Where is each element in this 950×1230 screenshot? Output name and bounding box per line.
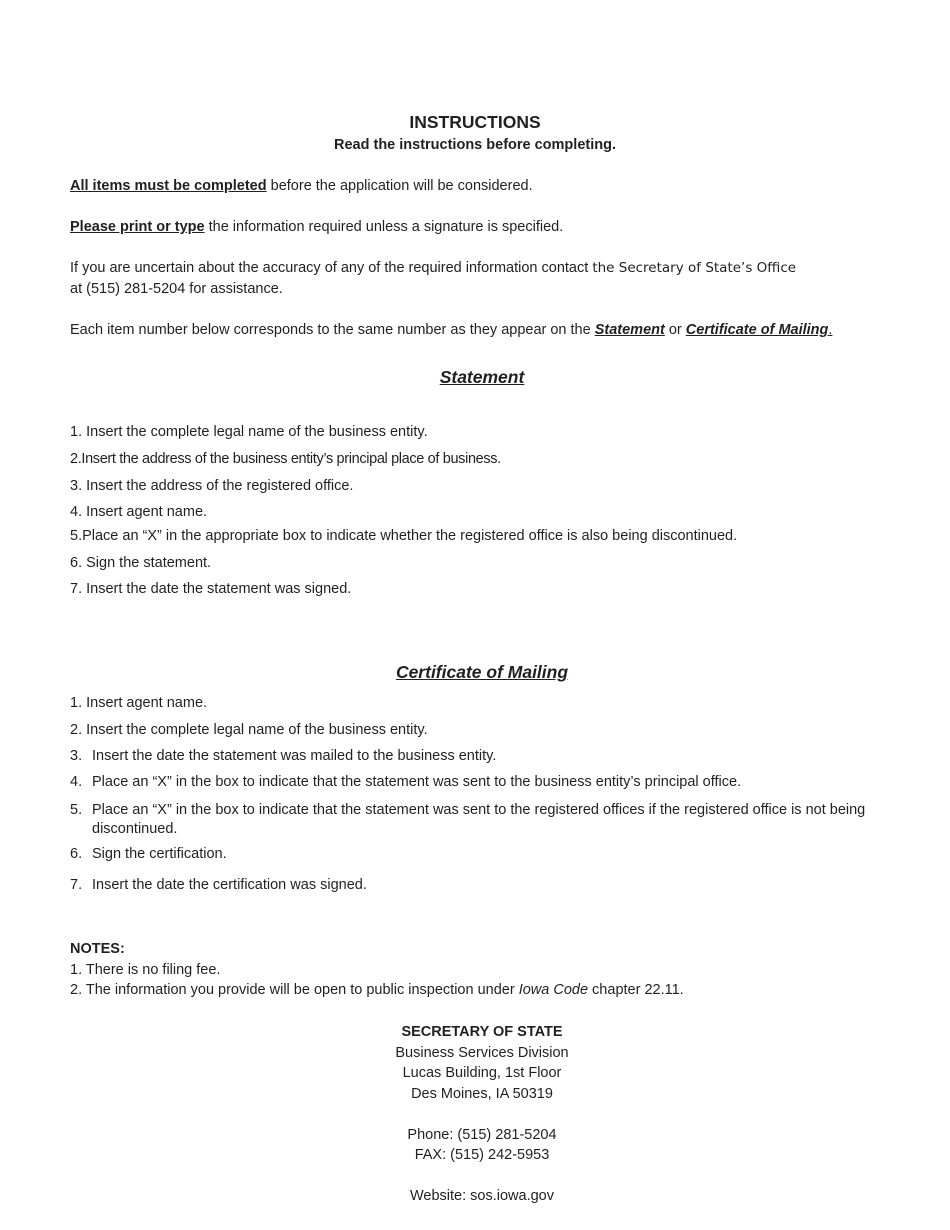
statement-heading: Statement	[439, 367, 525, 387]
statement-item	[70, 581, 351, 597]
item-text: Place an “X” in the box to indicate that the statement was sent to the registered offices if the registered office is not being discontinued.	[92, 802, 866, 837]
page-title: INSTRUCTIONS	[409, 112, 541, 132]
iowa-code-reference: Iowa Code	[518, 982, 589, 998]
intro-paragraph-3	[70, 260, 796, 276]
item-number: 1.	[70, 424, 83, 440]
item-text: Insert the date the statement was mailed to the business entity.	[92, 748, 497, 764]
certificate-item	[70, 801, 890, 839]
item-text: Place an “X” in the appropriate box to indicate whether the registered office is also being discontinued.	[82, 528, 738, 544]
note-item	[70, 982, 684, 998]
item-number: 4.	[70, 504, 83, 520]
certificate-heading: Certificate of Mailing	[395, 662, 569, 682]
contact-city: Des Moines, IA 50319	[411, 1085, 553, 1102]
statement-item	[70, 451, 501, 467]
item-text: Insert the date the certification was signed.	[92, 877, 367, 893]
item-text: Insert the date the statement was signed.	[86, 581, 352, 597]
contact-spacer	[0, 1166, 950, 1187]
item-number: 2.	[70, 451, 82, 467]
contact-block	[0, 1022, 950, 1207]
intro-text-1: before the application will be considered.	[266, 178, 533, 194]
item-text: Insert the complete legal name of the business entity.	[86, 722, 428, 738]
statement-reference: Statement	[594, 322, 665, 338]
intro-paragraph-2	[70, 219, 563, 235]
statement-item	[70, 424, 428, 440]
statement-item	[70, 528, 737, 544]
contact-spacer	[0, 1104, 950, 1125]
item-number: 6.	[70, 846, 83, 862]
intro-text-3a: If you are uncertain about the accuracy of any of the required information contact	[70, 260, 593, 276]
statement-item	[70, 478, 353, 494]
intro-text-4a: Each item number below corresponds to the same number as they appear on the	[70, 322, 595, 338]
item-number: 5.	[70, 528, 83, 544]
contact-office: SECRETARY OF STATE	[401, 1024, 563, 1040]
item-number: 3.	[70, 748, 83, 764]
certificate-item	[70, 695, 207, 711]
secretary-office-text: the Secretary of State’s Office	[592, 260, 797, 276]
item-number: 2.	[70, 722, 83, 738]
certificate-item	[70, 774, 741, 790]
item-number: 3.	[70, 478, 83, 494]
statement-item	[70, 555, 211, 571]
note-text: 2. The information you provide will be open to public inspection under	[70, 982, 519, 998]
item-number: 7.	[70, 877, 83, 893]
contact-phone: Phone: (515) 281-5204	[407, 1126, 557, 1143]
item-text: Insert the address of the registered office.	[86, 478, 354, 494]
notes-heading: NOTES:	[70, 941, 125, 957]
intro-emphasis-2: Please print or type	[70, 219, 205, 235]
item-text: Insert the complete legal name of the business entity.	[86, 424, 428, 440]
item-number: 6.	[70, 555, 83, 571]
item-number: 5.	[70, 802, 83, 818]
intro-text-4-end: .	[828, 322, 833, 338]
item-number: 7.	[70, 581, 83, 597]
item-text: Place an “X” in the box to indicate that the statement was sent to the business entity’s principal office.	[92, 774, 742, 790]
certificate-item	[70, 877, 367, 893]
contact-division: Business Services Division	[395, 1044, 569, 1061]
contact-website: Website: sos.iowa.gov	[410, 1188, 554, 1204]
item-text: Sign the certification.	[92, 846, 227, 862]
certificate-item	[70, 846, 227, 862]
intro-text-2: the information required unless a signature is specified.	[204, 219, 564, 235]
note-item: 1. There is no filing fee.	[70, 962, 221, 978]
item-text: Sign the statement.	[86, 555, 212, 571]
intro-paragraph-4	[70, 322, 832, 338]
item-number: 4.	[70, 774, 83, 790]
page-subtitle: Read the instructions before completing.	[334, 137, 616, 153]
certificate-item	[70, 722, 428, 738]
intro-emphasis-1: All items must be completed	[70, 178, 267, 194]
certificate-reference: Certificate of Mailing	[685, 322, 829, 338]
intro-text-4-or: or	[664, 322, 686, 338]
contact-building: Lucas Building, 1st Floor	[402, 1065, 562, 1081]
item-text: Insert the address of the business entity’s principal place of business.	[81, 451, 501, 467]
intro-paragraph-1	[70, 178, 533, 194]
item-text: Insert agent name.	[86, 695, 208, 711]
statement-item	[70, 504, 207, 520]
certificate-item	[70, 748, 496, 764]
item-text: Insert agent name.	[86, 504, 208, 520]
note-text: chapter 22.11.	[588, 982, 684, 998]
contact-fax: FAX: (515) 242-5953	[414, 1147, 550, 1163]
item-number: 1.	[70, 695, 83, 711]
intro-paragraph-3-line-2: at (515) 281-5204 for assistance.	[70, 281, 283, 297]
